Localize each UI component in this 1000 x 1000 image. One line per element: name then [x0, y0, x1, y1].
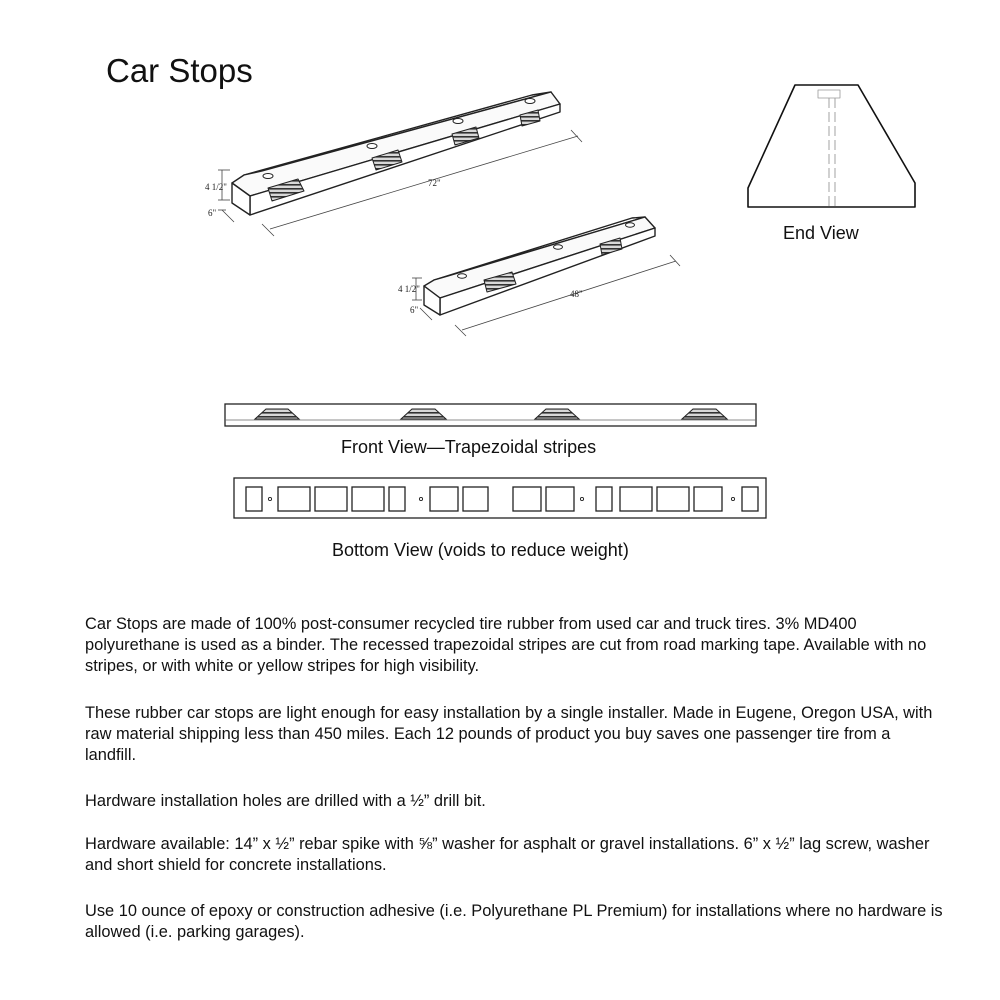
end-view-caption: End View — [783, 223, 859, 243]
paragraph-text: Use 10 ounce of epoxy or construction adhesive (i.e. Polyurethane PL Premium) for installations where no hardware is allowed (i.e. parking garages). — [85, 902, 943, 941]
description-paragraph-3 — [85, 791, 945, 812]
front-view-caption: Front View—Trapezoidal stripes — [341, 437, 597, 457]
small-car-stop-isometric — [424, 217, 655, 315]
bottom-view-drawing — [234, 478, 766, 518]
small-height-dimension: 4 1/2" — [398, 284, 420, 294]
description-paragraph-5 — [85, 901, 945, 943]
small-length-dimension: 48" — [570, 289, 583, 299]
bottom-view-caption: Bottom View (voids to reduce weight) — [332, 540, 629, 560]
paragraph-text: These rubber car stops are light enough for easy installation by a single installer. Made in Eugene, Oregon USA, with raw material shipping less than 450 miles. Each 12 pounds of product you buy saves one passenger tire from a landfill. — [85, 704, 933, 764]
large-length-dimension: 72" — [428, 178, 441, 188]
large-car-stop-isometric — [232, 92, 560, 215]
description-paragraph-2 — [85, 703, 945, 766]
front-view-drawing — [225, 404, 756, 426]
end-view-drawing — [748, 85, 915, 207]
page-title: Car Stops — [106, 52, 253, 89]
paragraph-text: Car Stops are made of 100% post-consumer recycled tire rubber from used car and truck tires. 3% MD400 polyurethane is used as a binder. The recessed trapezoidal stripes are cut from road marking tape. Available with no stripes, or with white or yellow stripes for high visibility. — [85, 615, 927, 675]
description-paragraph-1 — [85, 614, 945, 677]
large-width-dimension: 6" — [208, 208, 217, 218]
paragraph-text: Hardware available: 14” x ½” rebar spike with ⅝” washer for asphalt or gravel installations. 6” x ½” lag screw, washer and short shield for concrete installations. — [85, 835, 930, 874]
small-width-dimension: 6" — [410, 305, 419, 315]
large-height-dimension: 4 1/2" — [205, 182, 227, 192]
description-paragraph-4 — [85, 834, 945, 876]
paragraph-text: Hardware installation holes are drilled with a ½” drill bit. — [85, 792, 486, 810]
